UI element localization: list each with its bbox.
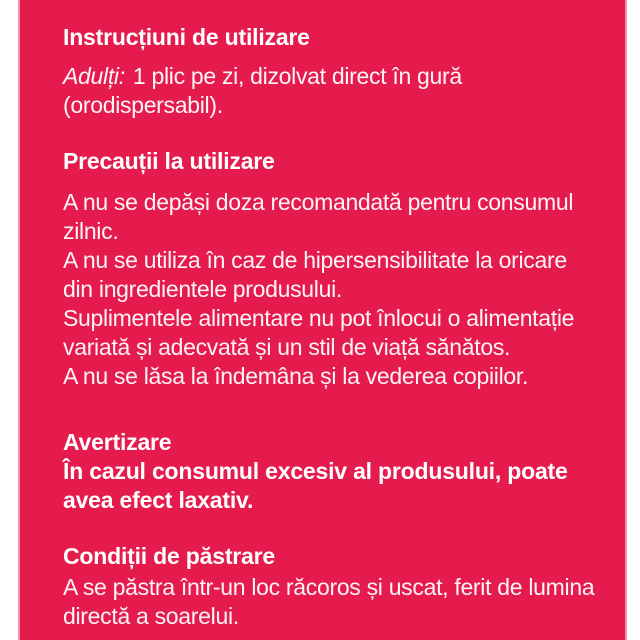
text-line: din ingredientele produsului. [63, 276, 343, 302]
precautions-heading: Precauții la utilizare [63, 148, 275, 174]
warning-heading: Avertizare [63, 429, 172, 455]
storage-text-line: directă a soarelui. [63, 603, 239, 629]
dosage-text: 1 plic pe zi, dizolvat direct în gură [132, 63, 462, 89]
text-line: Suplimentele alimentare nu pot înlocui o alimentație [63, 305, 575, 331]
dosage-line-2: (orodispersabil). [63, 92, 223, 118]
product-label-panel [18, 0, 627, 640]
section-precautions [63, 148, 625, 391]
dosage-audience-lead: Adulți: [63, 63, 125, 89]
text-line: zilnic. [63, 218, 119, 244]
instructions-heading: Instrucțiuni de utilizare [63, 24, 310, 50]
storage-heading: Condiții de păstrare [63, 543, 275, 569]
dosage-line [63, 62, 625, 91]
warning-text-line: avea efect laxativ. [63, 487, 254, 513]
section-instructions [63, 24, 625, 120]
warning-text-line: În cazul consumul excesiv al produsului, poate [63, 458, 568, 484]
section-warning [63, 428, 625, 515]
storage-text-line: A se păstra într-un loc răcoros și uscat, ferit de lumina [63, 574, 595, 600]
text-line: variată și adecvată și un stil de viață sănătos. [63, 334, 511, 360]
text-line: A nu se depăși doza recomandată pentru consumul [63, 189, 574, 215]
section-storage [63, 543, 625, 631]
text-line: A nu se utiliza în caz de hipersensibilitate la oricare [63, 247, 567, 273]
text-line: A nu se lăsa la îndemâna și la vederea copiilor. [63, 363, 529, 389]
